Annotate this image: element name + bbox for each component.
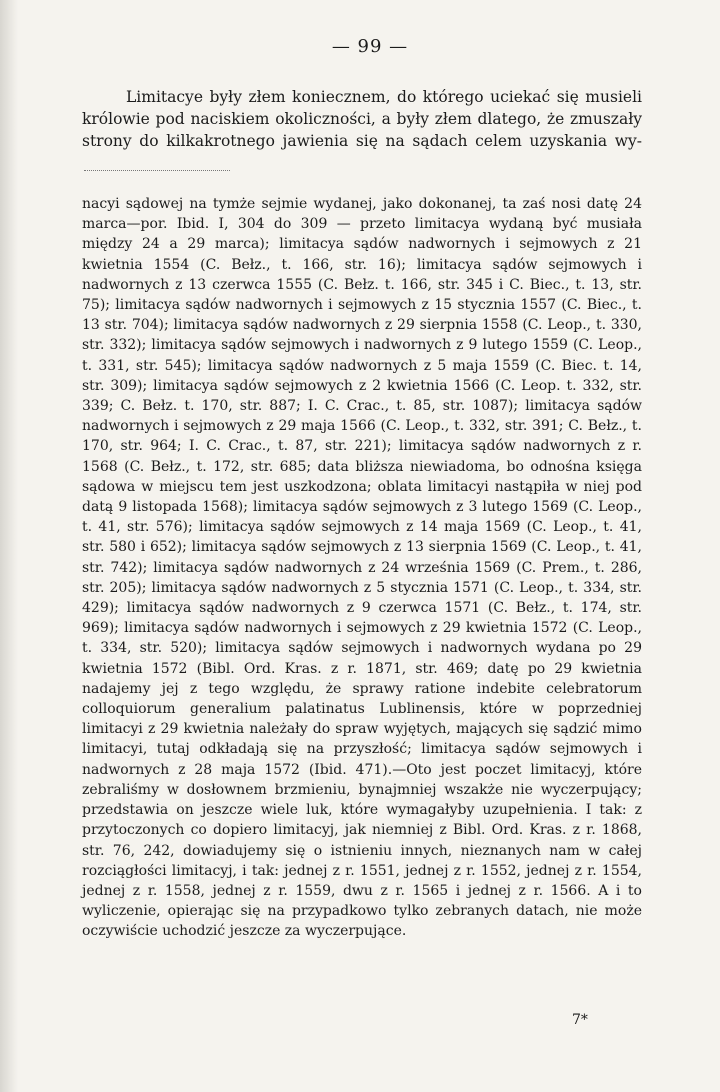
footnote-block	[82, 194, 642, 942]
main-paragraph: Limitacye były złem koniecznem, do którego uciekać się musieli królowie pod naciskiem okoliczności, a były złem dlatego, że zmuszały strony do kilkakrotnego jawienia się na sądach celem uzyskania wy-	[82, 88, 642, 150]
page-gutter-shadow	[0, 0, 18, 1092]
main-text-block	[82, 86, 642, 152]
page-number: — 99 —	[331, 36, 409, 57]
printer-signature-mark: 7*	[572, 1012, 588, 1028]
footnote-text: nacyi sądowej na tymże sejmie wydanej, jako dokonanej, ta zaś nosi datę 24 marca—por. Ibid. I, 304 do 309 — przeto limitacya wydaną być musiała między 24 a 29 marca); limitacya sądów nadwornych i sejmowych z 21 kwietnia 1554 (C. Bełz., t. 166, str. 16); limitacya sądów sejmowych i nadwornych z 13 czerwca 1555 (C. Bełz. t. 166, str. 345 i C. Biec., t. 13, str. 75); limitacya sądów nadwornych i sejmowych z 15 stycznia 1557 (C. Biec., t. 13 str. 704); limitacya sądów nadwornych z 29 sierpnia 1558 (C. Leop., t. 330, str. 332); limitacya sądów sejmowych i nadwornych z 9 lutego 1559 (C. Leop., t. 331, str. 545); limitacya sądów nadwornych z 5 maja 1559 (C. Biec. t. 14, str. 309); limitacya sądów sejmowych z 2 kwietnia 1566 (C. Leop. t. 332, str. 339; C. Bełz. t. 170, str. 887; I. C. Crac., t. 85, str. 1087); limitacya sądów nadwornych i sejmowych z 29 maja 1566 (C. Leop., t. 332, str. 391; C. Bełz., t. 170, str. 964; I. C. Crac., t. 87, str. 221); limitacya sądów nadwornych z r. 1568 (C. Bełz., t. 172, str. 685; data bliższa niewiadoma, bo odnośna księga sądowa w miejscu tem jest uszkodzona; oblata limitacyi nastąpiła w niej pod datą 9 listopada 1568); limitacya sądów sejmowych z 3 lutego 1569 (C. Leop., t. 41, str. 576); limitacya sądów sejmowych z 14 maja 1569 (C. Leop., t. 41, str. 580 i 652); limitacya sądów sejmowych z 13 sierpnia 1569 (C. Leop., t. 41, str. 742); limitacya sądów nadwornych z 24 września 1569 (C. Prem., t. 286, str. 205); limitacya sądów nadwornych z 5 stycznia 1571 (C. Leop., t. 334, str. 429); limitacya sądów nadwornych z 9 czerwca 1571 (C. Bełz., t. 174, str. 969); limitacya sądów nadwornych i sejmowych z 29 kwietnia 1572 (C. Leop., t. 334, str. 520); limitacya sądów sejmowych i nadwornych wydana po 29 kwietnia 1572 (Bibl. Ord. Kras. z r. 1871, str. 469; datę po 29 kwietnia nadajemy jej z tego względu, że sprawy ratione indebite celebratorum colloquiorum generalium palatinatus Lublinensis, które w poprzedniej limitacyi z 29 kwietnia należały do spraw wyjętych, mających się sądzić mimo limitacyi, tutaj odkładają się na przyszłość; limitacya sądów sejmowych i nadwornych z 28 maja 1572 (Ibid. 471).—Oto jest poczet limitacyj, które zebraliśmy w dosłownem brzmieniu, bynajmniej wszakże nie wyczerpujący; przedstawia on jeszcze wiele luk, które wymagałyby uzupełnienia. I tak: z przytoczonych co dopiero limitacyj, jak niemniej z Bibl. Ord. Kras. z r. 1868, str. 76, 242, dowiadujemy się o istnieniu innych, nieznanych nam w całej rozciągłości limitacyj, i tak: jednej z r. 1551, jednej z r. 1552, jednej z r. 1554, jednej z r. 1558, jednej z r. 1559, dwu z r. 1565 i jednej z r. 1566. A i to wyliczenie, opierając się na przypadkowo tylko zebranych datach, nie może oczywiście uchodzić jeszcze za wyczerpujące.	[82, 196, 642, 940]
footnote-separator	[84, 170, 230, 171]
